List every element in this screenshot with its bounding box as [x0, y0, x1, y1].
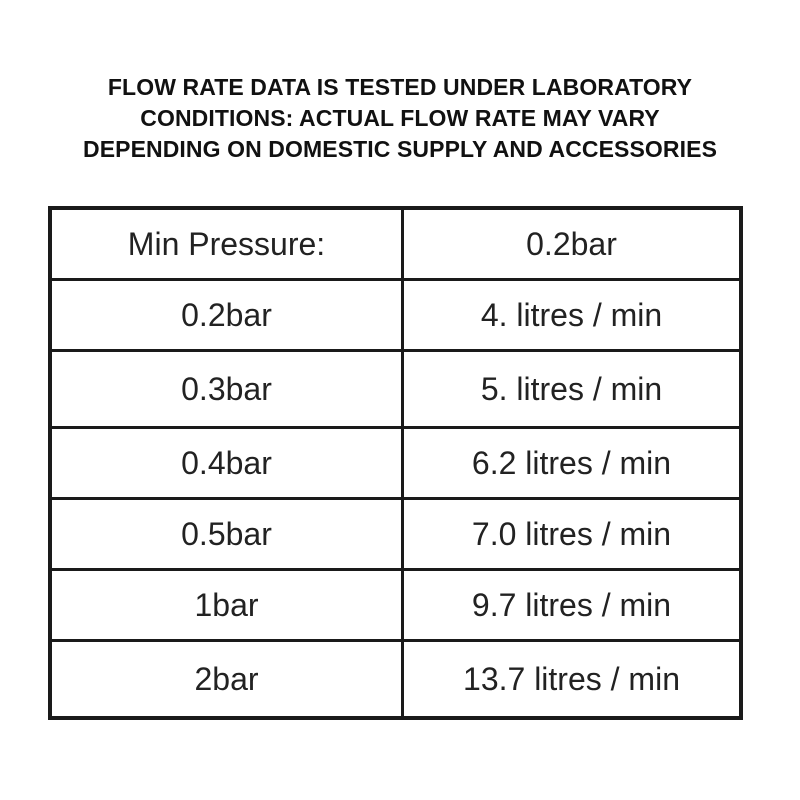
table-row	[50, 428, 741, 499]
table-row	[50, 570, 741, 641]
flow-rate-cell: 13.7 litres / min	[403, 641, 742, 719]
pressure-cell: 0.5bar	[50, 499, 403, 570]
min-pressure-row	[50, 208, 741, 280]
flow-rate-cell: 5. litres / min	[403, 351, 742, 428]
flow-rate-cell: 6.2 litres / min	[403, 428, 742, 499]
min-pressure-label: Min Pressure:	[50, 208, 403, 280]
min-pressure-value: 0.2bar	[403, 208, 742, 280]
flow-rate-cell: 4. litres / min	[403, 280, 742, 351]
table-row	[50, 641, 741, 719]
flow-rate-notice	[0, 72, 800, 165]
table-row	[50, 351, 741, 428]
table-row	[50, 280, 741, 351]
flow-rate-cell: 9.7 litres / min	[403, 570, 742, 641]
flow-rate-table	[48, 206, 743, 720]
flow-rate-cell: 7.0 litres / min	[403, 499, 742, 570]
notice-line: DEPENDING ON DOMESTIC SUPPLY AND ACCESSORIES	[82, 136, 718, 162]
notice-line: FLOW RATE DATA IS TESTED UNDER LABORATORY	[107, 74, 693, 100]
notice-line: CONDITIONS: ACTUAL FLOW RATE MAY VARY	[140, 105, 660, 131]
pressure-cell: 2bar	[50, 641, 403, 719]
pressure-cell: 1bar	[50, 570, 403, 641]
pressure-cell: 0.4bar	[50, 428, 403, 499]
pressure-cell: 0.2bar	[50, 280, 403, 351]
table-row	[50, 499, 741, 570]
pressure-cell: 0.3bar	[50, 351, 403, 428]
